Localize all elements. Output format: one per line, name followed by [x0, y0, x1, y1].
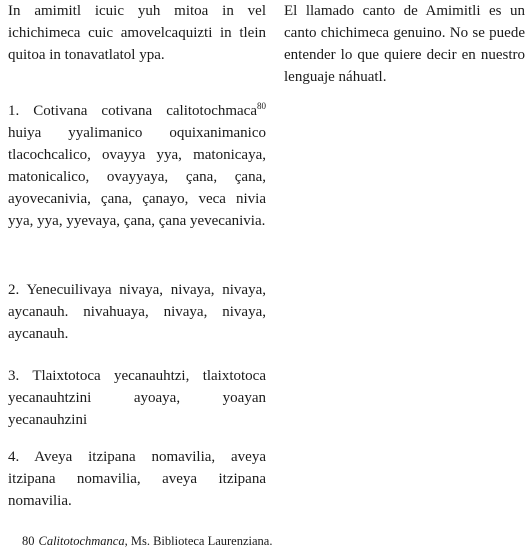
- footnote: [22, 533, 272, 549]
- footnote-number: 80: [22, 534, 35, 548]
- stanza-1-first-line: 1. Cotivana cotivana calitotochmaca: [8, 103, 257, 119]
- stanza-3: 3. Tlaixtotoca yecanauhtzi, tlaixtotoca yecanauhtzini ayoaya, yoayan yecanauhzini: [8, 368, 266, 428]
- stanza-1-text: huiya yyalimanico oquixanimanico tlacochcalico, ovayya yya, matonicaya, matonicalico, ovayyaya, çana, çana, ayovecanivia, çana, çanayo, veca nivia yya, yya, yyevaya, çana, çana yevecanivia.: [8, 125, 266, 229]
- footnote-text: , Ms. Biblioteca Laurenziana.: [124, 534, 273, 548]
- spanish-translation-paragraph: El llamado canto de Amimitli es un canto chichimeca genuino. No se puede entender lo que quiere decir en nuestro lenguaje náhuatl.: [284, 3, 525, 85]
- footnote-reference: 80: [257, 101, 266, 111]
- stanza-2: 2. Yenecuilivaya nivaya, nivaya, nivaya, aycanauh. nivahuaya, nivaya, nivaya, aycanauh.: [8, 282, 266, 342]
- stanza-4: 4. Aveya itzipana nomavilia, aveya itzipana nomavilia, aveya itzipana nomavilia.: [8, 449, 266, 509]
- footnote-italic-term: Calitotochmanca: [38, 534, 125, 548]
- stanza-1: [8, 100, 266, 232]
- nahuatl-column: [8, 0, 266, 509]
- nahuatl-intro-paragraph: In amimitl icuic yuh mitoa in vel ichichimeca cuic amovelcaquizti in tlein quitoa in tonavatlatol ypa.: [8, 3, 266, 63]
- spanish-translation-column: [284, 0, 525, 88]
